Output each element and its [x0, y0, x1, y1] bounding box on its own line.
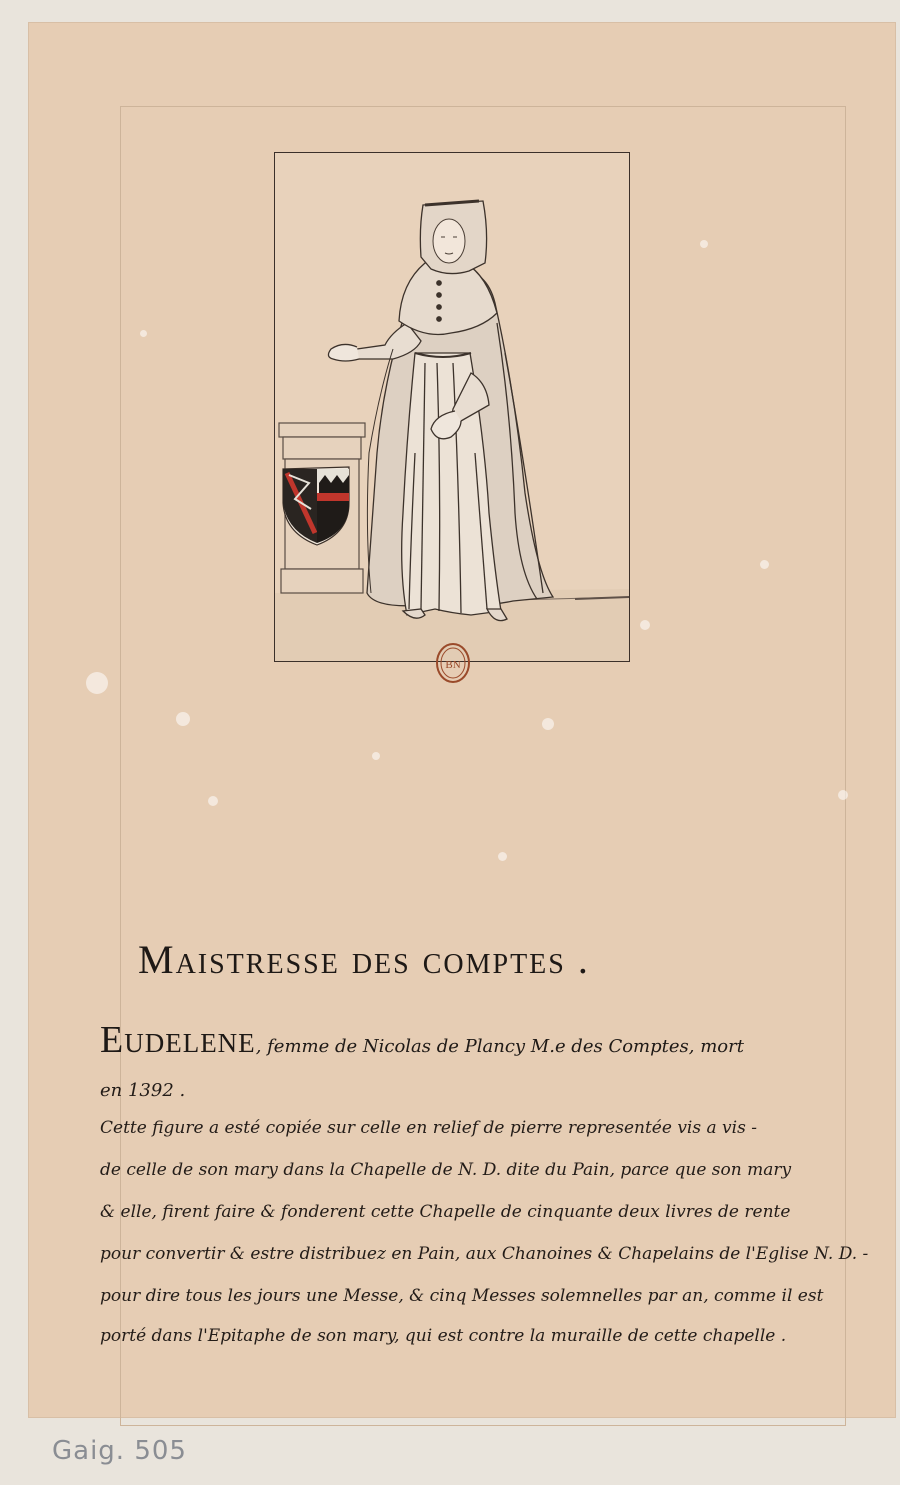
- paragraph-line: de celle de son mary dans la Chapelle de N. D. dite du Pain, parce que son mary: [100, 1160, 792, 1180]
- foxing-speck: [140, 330, 147, 337]
- death-year: en 1392 .: [100, 1080, 186, 1101]
- paragraph-line: pour convertir & estre distribuez en Pain, aux Chanoines & Chapelains de l'Eglise N. D. -: [100, 1244, 869, 1264]
- foxing-speck: [498, 852, 507, 861]
- paragraph-line: pour dire tous les jours une Messe, & cinq Messes solemnelles par an, comme il est: [100, 1286, 824, 1306]
- subject-line: [100, 1018, 830, 1062]
- paragraph-line: Cette figure a esté copiée sur celle en relief de pierre representée vis a vis -: [100, 1118, 757, 1138]
- foxing-speck: [542, 718, 554, 730]
- foxing-speck: [700, 240, 708, 248]
- foxing-speck: [372, 752, 380, 760]
- foxing-speck: [838, 790, 848, 800]
- shelfmark-label: Gaig. 505: [52, 1436, 187, 1466]
- standing-woman-figure-icon: [275, 153, 629, 661]
- page-title: Maistresse des comptes .: [138, 937, 590, 982]
- foxing-speck: [86, 672, 108, 694]
- foxing-speck: [760, 560, 769, 569]
- figure-frame: [274, 152, 630, 662]
- stamp-text: BN: [445, 659, 461, 671]
- subject-name: Eudelene: [100, 1019, 256, 1061]
- subject-description: , femme de Nicolas de Plancy M.e des Comptes, mort: [255, 1036, 744, 1057]
- library-stamp-icon: [434, 641, 472, 685]
- paragraph-line: porté dans l'Epitaphe de son mary, qui est contre la muraille de cette chapelle .: [100, 1326, 787, 1346]
- foxing-speck: [208, 796, 218, 806]
- foxing-speck: [640, 620, 650, 630]
- paragraph-line: & elle, firent faire & fonderent cette Chapelle de cinquante deux livres de rente: [100, 1202, 791, 1222]
- foxing-speck: [176, 712, 190, 726]
